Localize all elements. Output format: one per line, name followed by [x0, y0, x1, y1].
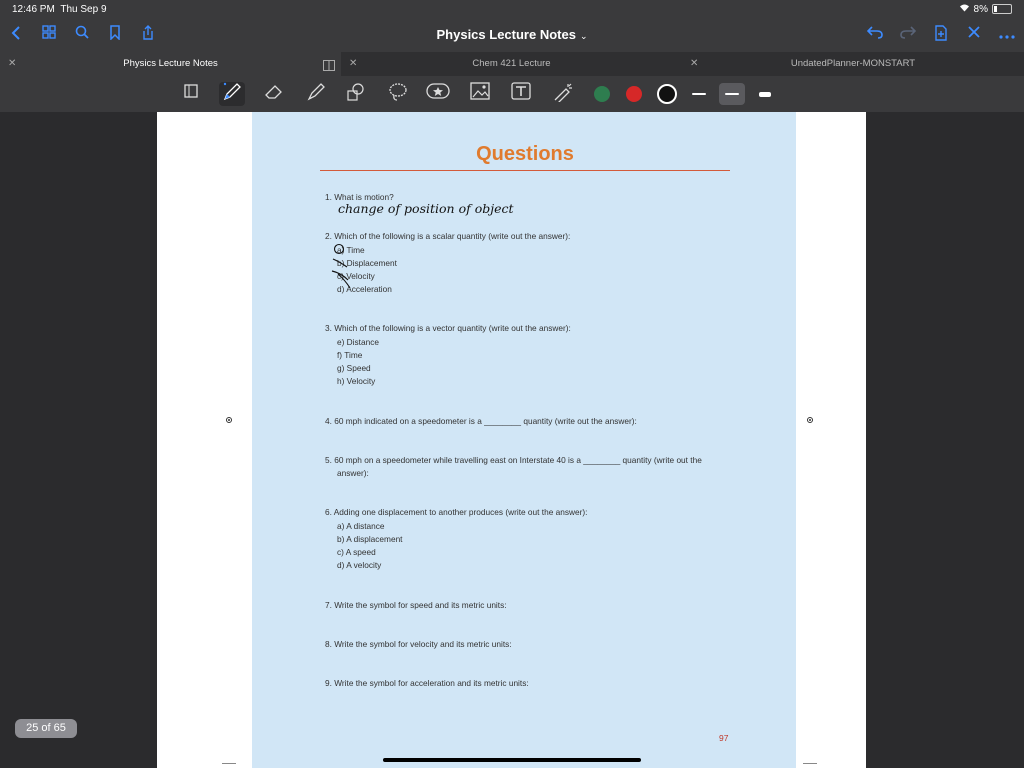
margin-marker-right[interactable] — [807, 417, 813, 423]
question-3-option-f: f) Time — [337, 350, 363, 360]
question-9: 9. Write the symbol for acceleration and its metric units: — [325, 678, 529, 688]
question-3-option-h: h) Velocity — [337, 376, 376, 386]
nav-bar — [0, 18, 1024, 52]
question-5: 5. 60 mph on a speedometer while travelling east on Interstate 40 is a ________ quantity (write out the — [325, 455, 702, 465]
page-heading: Questions — [476, 143, 574, 165]
more-options-icon[interactable] — [996, 25, 1018, 45]
question-5-continuation: answer): — [337, 468, 369, 478]
stroke-thick[interactable] — [752, 83, 778, 105]
battery-icon — [992, 4, 1012, 14]
stroke-medium-selected[interactable] — [719, 83, 745, 105]
chevron-down-icon[interactable]: ⌄ — [579, 31, 588, 41]
question-2-option-c: c) Velocity — [337, 271, 375, 281]
status-right — [959, 3, 1012, 15]
close-edit-icon[interactable] — [963, 25, 985, 45]
page-number: 97 — [719, 733, 729, 743]
page-edge-tick-left — [222, 763, 236, 764]
close-icon[interactable]: ✕ — [349, 58, 358, 69]
image-tool-icon[interactable] — [467, 82, 493, 106]
page-content-area — [252, 112, 796, 768]
question-7: 7. Write the symbol for speed and its metric units: — [325, 600, 507, 610]
wifi-icon — [959, 3, 970, 15]
question-2: 2. Which of the following is a scalar quantity (write out the answer): — [325, 231, 571, 241]
page-edge-tick-right — [803, 763, 817, 764]
question-6-option-d: d) A velocity — [337, 560, 382, 570]
annotation-toolbar — [0, 76, 1024, 112]
document-title[interactable]: Physics Lecture Notes ⌄ — [436, 27, 588, 42]
color-swatch-green[interactable] — [594, 86, 610, 102]
undo-icon[interactable] — [864, 25, 886, 45]
elements-sticker-icon[interactable] — [425, 82, 451, 106]
tab-chem-421-lecture[interactable] — [341, 52, 682, 76]
question-3-option-e: e) Distance — [337, 337, 379, 347]
highlighter-tool-icon[interactable] — [303, 82, 329, 106]
question-4: 4. 60 mph indicated on a speedometer is a ________ quantity (write out the answer): — [325, 416, 637, 426]
status-bar — [0, 0, 1024, 18]
close-icon[interactable]: ✕ — [690, 58, 699, 69]
margin-marker-left[interactable] — [226, 417, 232, 423]
tab-physics-lecture-notes[interactable] — [0, 52, 341, 76]
question-1: 1. What is motion? — [325, 192, 394, 202]
close-icon[interactable]: ✕ — [8, 58, 17, 69]
home-indicator[interactable] — [383, 758, 641, 762]
text-tool-icon[interactable] — [508, 82, 534, 106]
tab-bar — [0, 52, 1024, 76]
tab-label: Physics Lecture Notes — [123, 58, 218, 69]
handwritten-answer-1: change of position of object — [338, 201, 514, 216]
stroke-thin[interactable] — [686, 83, 712, 105]
question-3: 3. Which of the following is a vector quantity (write out the answer): — [325, 323, 571, 333]
question-6-option-b: b) A displacement — [337, 534, 403, 544]
question-2-option-d: d) Acceleration — [337, 284, 392, 294]
tab-undated-planner[interactable] — [682, 52, 1024, 76]
add-page-icon[interactable] — [930, 25, 952, 45]
page-layout-icon[interactable] — [178, 82, 204, 106]
question-6-option-c: c) A speed — [337, 547, 376, 557]
laser-pointer-icon[interactable] — [550, 82, 576, 106]
eraser-tool-icon[interactable] — [261, 82, 287, 106]
handwritten-marks — [328, 242, 358, 294]
redo-icon[interactable] — [897, 25, 919, 45]
tab-label: UndatedPlanner-MONSTART — [790, 58, 916, 69]
battery-percent: 8% — [973, 3, 988, 15]
page-counter[interactable]: 25 of 65 — [15, 719, 77, 738]
question-3-option-g: g) Speed — [337, 363, 371, 373]
tab-label: Chem 421 Lecture — [472, 58, 551, 69]
status-time: 12:46 PM Thu Sep 9 — [12, 4, 107, 15]
question-6-option-a: a) A distance — [337, 521, 385, 531]
heading-rule — [320, 170, 730, 171]
question-2-option-a: a) Time — [337, 245, 365, 255]
question-6: 6. Adding one displacement to another produces (write out the answer): — [325, 507, 588, 517]
shapes-tool-icon[interactable] — [343, 82, 369, 106]
question-2-option-b: b) Displacement — [337, 258, 397, 268]
pen-tool-icon[interactable] — [219, 82, 245, 106]
color-swatch-red[interactable] — [626, 86, 642, 102]
lasso-tool-icon[interactable] — [385, 82, 411, 106]
question-8: 8. Write the symbol for velocity and its metric units: — [325, 639, 512, 649]
color-swatch-black-selected[interactable] — [657, 84, 677, 104]
